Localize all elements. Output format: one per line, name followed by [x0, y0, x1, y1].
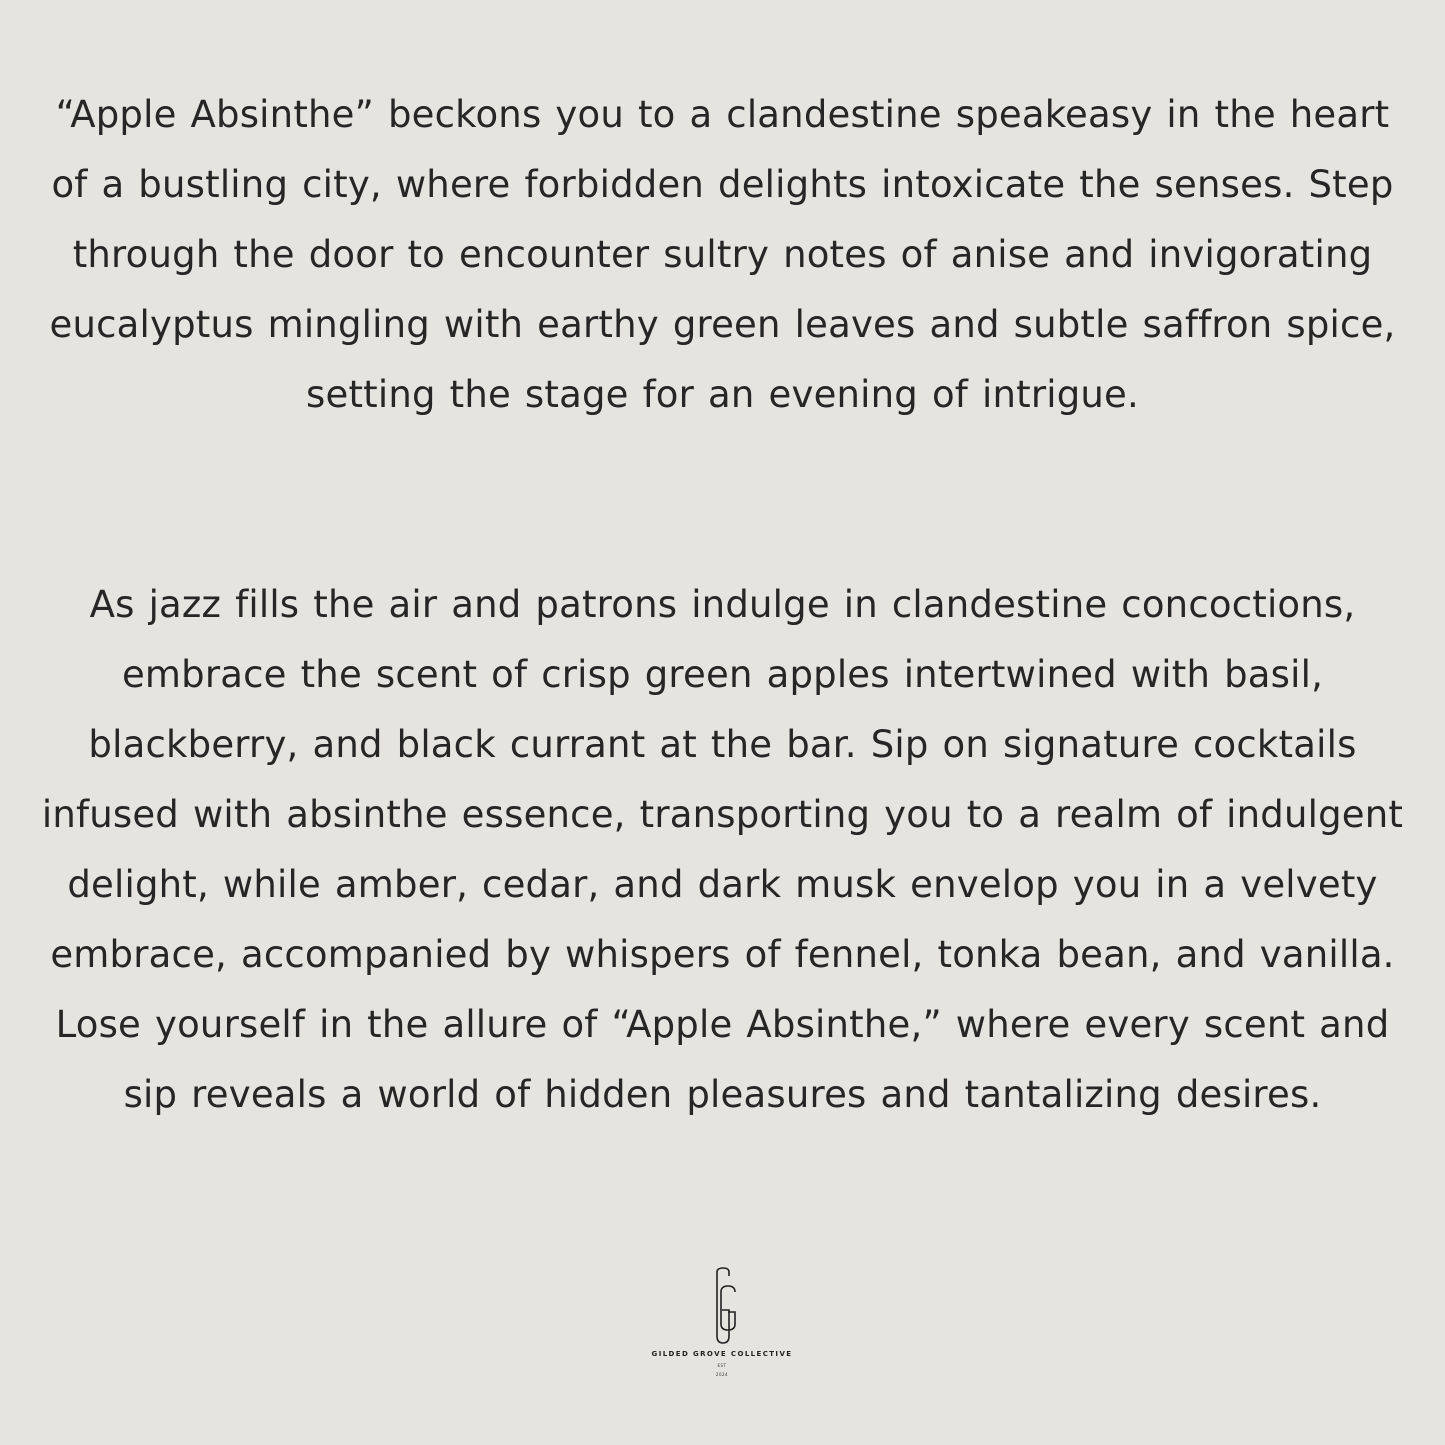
gg-monogram-icon [702, 1266, 742, 1346]
est-label: EST [717, 1363, 727, 1368]
brand-logo [622, 1266, 822, 1416]
description-paragraph-1: “Apple Absinthe” beckons you to a clandestine speakeasy in the heart of a bustling city, where forbidden delights intoxicate the senses. Step through the door to encounter sultry notes of anise and invigorating eucalyptus mingling with earthy green leaves and subtle saffron spice, setting the stage for an evening of intrigue. [49, 93, 1396, 416]
description-paragraph-2: As jazz fills the air and patrons indulge in clandestine concoctions, embrace the scent of crisp green apples intertwined with basil, blackberry, and black currant at the bar. Sip on signature cocktails infused with absinthe essence, transporting you to a realm of indulgent delight, while amber, cedar, and dark musk envelop you in a velvety embrace, accompanied by whispers of fennel, tonka bean, and vanilla. Lose yourself in the allure of “Apple Absinthe,” where every scent and sip reveals a world of hidden pleasures and tantalizing desires. [41, 583, 1404, 1116]
brand-name: GILDED GROVE COLLECTIVE [651, 1350, 793, 1358]
est-year: 2024 [715, 1372, 729, 1377]
